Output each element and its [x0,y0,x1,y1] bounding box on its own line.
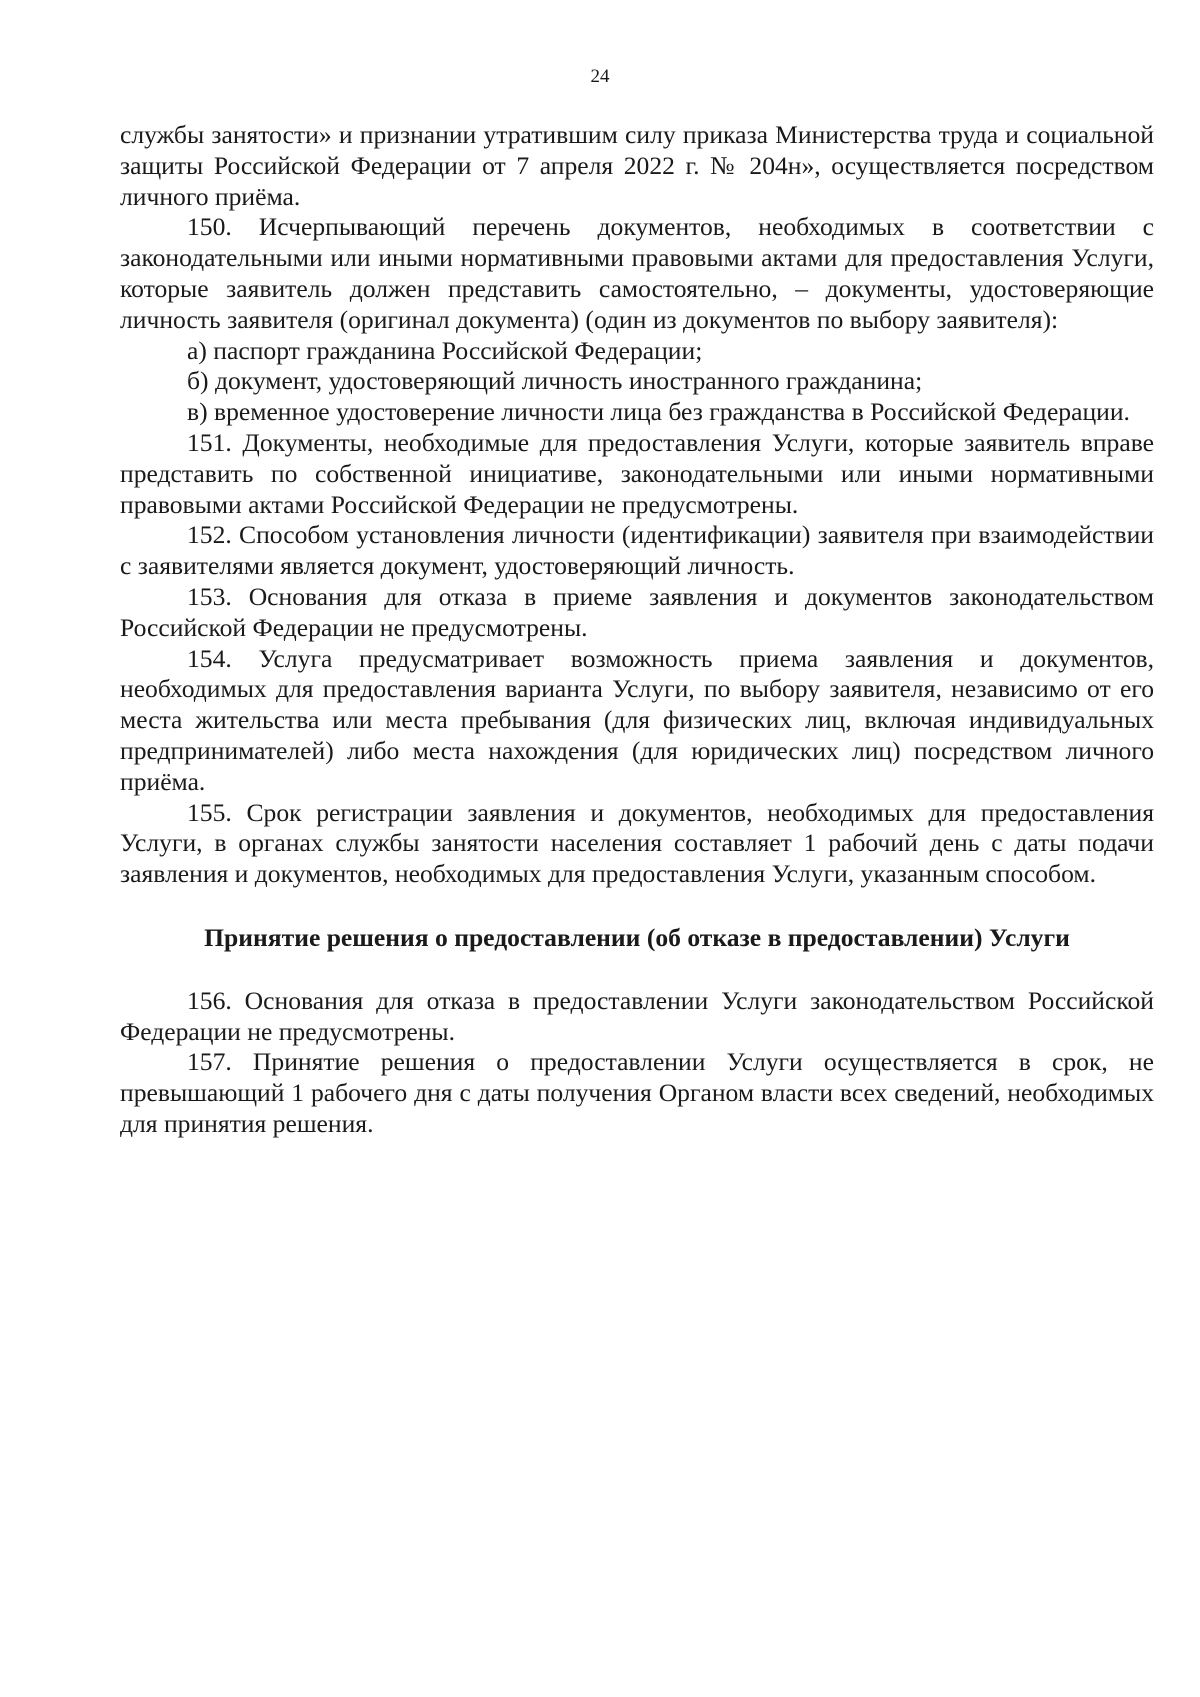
list-item-a: а) паспорт гражданина Российской Федерации; [187,335,703,365]
paragraph-154: 154. Услуга предусматривает возможность приема заявления и документов, необходимых для предоставления варианта Услуги, по выбору заявителя, независимо от его места жительства или места пребывания (для физических лиц, включая индивидуальных предпринимателей) либо места нахождения (для юридических лиц) посредством личного приёма. [120,643,1154,796]
paragraph-156: 156. Основания для отказа в предоставлении Услуги законодательством Российской Федерации не предусмотрены. [120,985,1154,1046]
paragraph-155: 155. Срок регистрации заявления и документов, необходимых для предоставления Услуги, в органах службы занятости населения составляет 1 рабочий день с даты подачи заявления и документов, необходимых для предоставления Услуги, указанным способом. [120,797,1154,889]
paragraph-153: 153. Основания для отказа в приеме заявления и документов законодательством Российской Федерации не предусмотрены. [120,581,1154,642]
section-heading: Принятие решения о предоставлении (об отказе в предоставлении) Услуги [204,922,1070,952]
paragraph-152: 152. Способом установления личности (идентификации) заявителя при взаимодействии с заявителями является документ, удостоверяющий личность. [120,520,1154,581]
page-number: 24 [590,66,610,87]
paragraph-150: 150. Исчерпывающий перечень документов, необходимых в соответствии с законодательными или иными нормативными правовыми актами для предоставления Услуги, которые заявитель должен представить самостоятельно, – документы, удостоверяющие личность заявителя (оригинал документа) (один из документов по выбору заявителя): [120,212,1154,334]
list-item-b: б) документ, удостоверяющий личность иностранного гражданина; [187,366,923,396]
paragraph-continuation: службы занятости» и признании утратившим силу приказа Министерства труда и социальной защиты Российской Федерации от 7 апреля 2022 г. № 204н», осуществляется посредством личного приёма. [120,120,1154,211]
paragraph-151: 151. Документы, необходимые для предоставления Услуги, которые заявитель вправе представить по собственной инициативе, законодательными или иными нормативными правовыми актами Российской Федерации не предусмотрены. [120,427,1154,519]
paragraph-157: 157. Принятие решения о предоставлении Услуги осуществляется в срок, не превышающий 1 рабочего дня с даты получения Органом власти всех сведений, необходимых для принятия решения. [120,1047,1154,1138]
document-body [120,120,1154,1140]
list-item-v: в) временное удостоверение личности лица без гражданства в Российской Федерации. [187,397,1130,427]
